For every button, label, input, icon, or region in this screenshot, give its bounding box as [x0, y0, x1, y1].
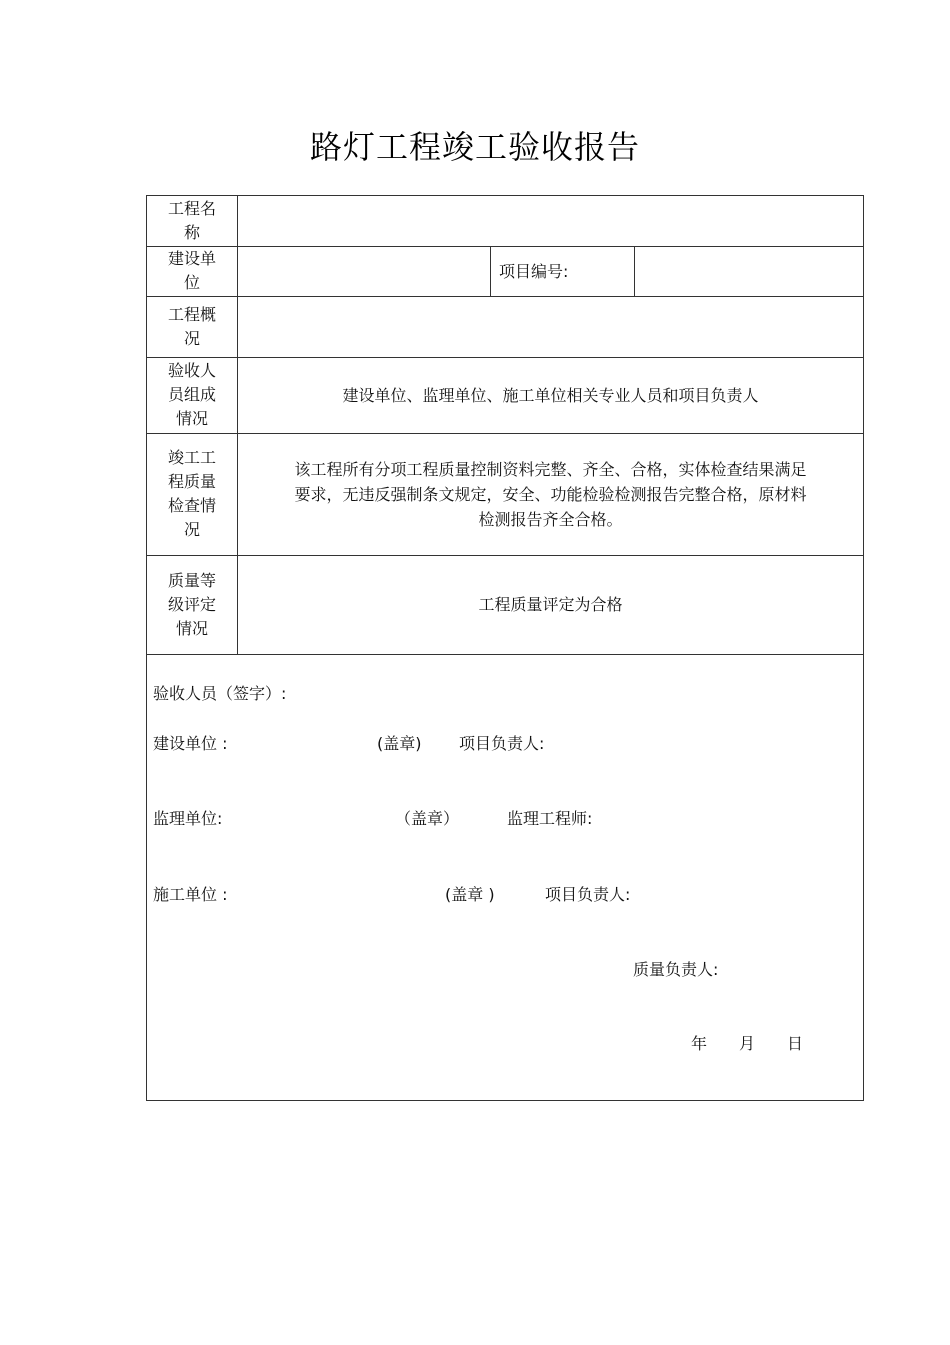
quality-check-label: 竣工工程质量检查情况	[167, 448, 216, 539]
project-name-label: 工程名称	[167, 199, 216, 242]
construction-pm-label: 项目负责人:	[459, 734, 545, 753]
builder-unit-label: 施工单位 :	[153, 885, 228, 904]
day-label: 日	[787, 1034, 804, 1053]
row-divider	[147, 654, 863, 655]
quality-owner-label: 质量负责人:	[633, 960, 719, 979]
overview-field[interactable]	[238, 296, 863, 357]
quality-check-value	[238, 433, 863, 555]
supervision-seal: （盖章）	[395, 809, 460, 828]
construction-unit-label: 建设单位	[167, 249, 216, 292]
acceptance-members-value: 建设单位、监理单位、施工单位相关专业人员和项目负责人	[342, 385, 759, 405]
year-label: 年	[691, 1034, 708, 1053]
acceptance-members-label: 验收人员组成情况	[167, 361, 216, 428]
builder-pm-label: 项目负责人:	[545, 885, 631, 904]
project-name-field[interactable]	[238, 196, 863, 246]
grade-value: 工程质量评定为合格	[478, 595, 623, 614]
page-title: 路灯工程竣工验收报告	[309, 128, 640, 166]
construction-unit-field[interactable]	[238, 246, 490, 296]
quality-check-line: 要求，无违反强制条文规定，安全、功能检验检测报告完整合格，原材料	[294, 484, 807, 504]
inspectors-signature-label: 验收人员（签字）:	[153, 684, 287, 703]
supervision-engineer-label: 监理工程师:	[507, 809, 593, 828]
project-number-field[interactable]	[635, 246, 863, 296]
quality-check-line: 该工程所有分项工程质量控制资料完整、齐全、合格，实体检查结果满足	[294, 459, 807, 479]
month-label: 月	[739, 1034, 756, 1053]
overview-label: 工程概况	[167, 304, 216, 348]
project-number-label: 项目编号:	[499, 261, 569, 281]
acceptance-form	[146, 195, 864, 1101]
builder-seal: (盖章 )	[445, 885, 495, 904]
construction-unit-sign-label: 建设单位 :	[153, 734, 228, 753]
grade-label: 质量等级评定情况	[167, 570, 216, 638]
quality-check-line: 检测报告齐全合格。	[478, 509, 623, 529]
supervision-unit-label: 监理单位:	[153, 809, 223, 828]
construction-seal: (盖章)	[377, 734, 422, 753]
